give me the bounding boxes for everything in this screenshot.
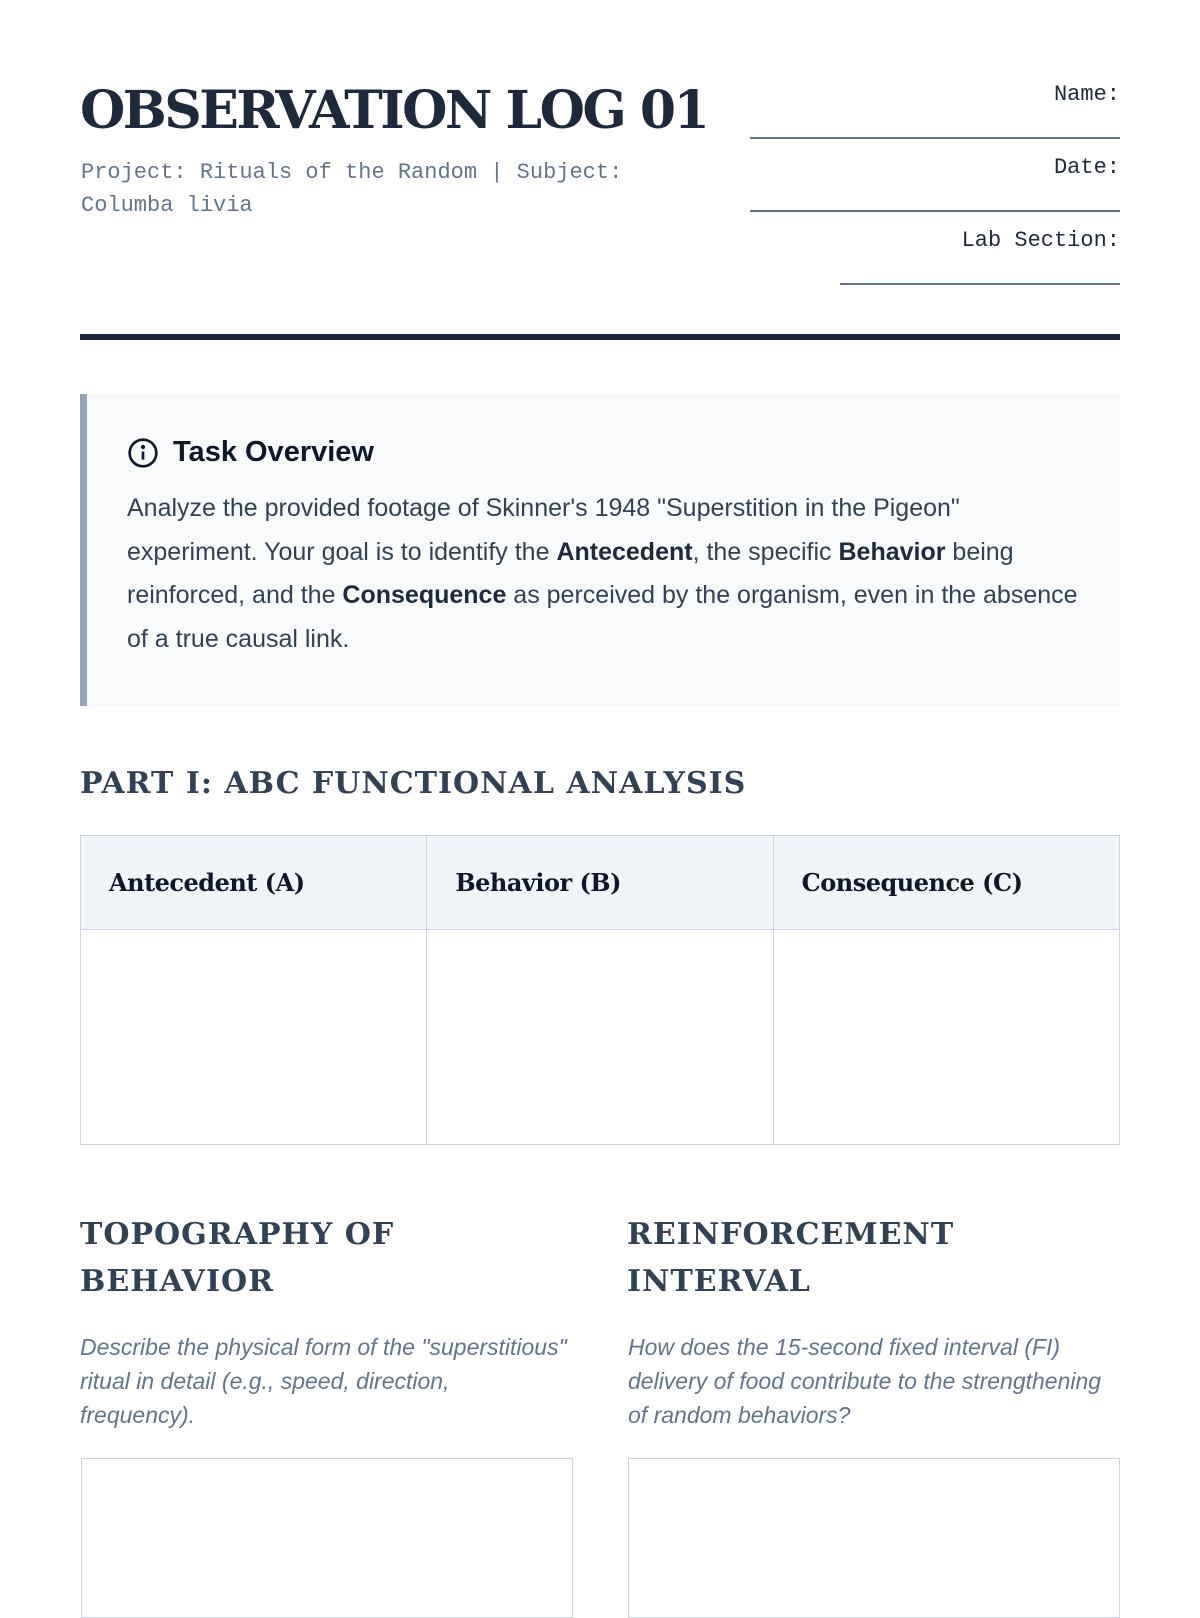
lab-section-field[interactable] xyxy=(740,228,1120,301)
text-segment: being reinforced, and the xyxy=(127,537,1014,609)
consequence-cell[interactable] xyxy=(773,930,1119,1145)
topography-answer-box[interactable] xyxy=(81,1458,573,1618)
keyword-antecedent: Antecedent xyxy=(556,537,693,566)
topography-heading: TOPOGRAPHY OF BEHAVIOR xyxy=(80,1217,395,1299)
name-input-line[interactable] xyxy=(750,137,1120,139)
name-label: Name: xyxy=(1053,82,1120,107)
date-field[interactable] xyxy=(740,155,1120,228)
header-divider xyxy=(80,334,1120,340)
abc-analysis-table xyxy=(80,835,1120,1145)
task-overview-heading xyxy=(127,436,1080,469)
date-label: Date: xyxy=(1053,155,1120,180)
table-row xyxy=(81,930,1120,1145)
reinforcement-heading: REINFORCEMENT INTERVAL xyxy=(627,1217,955,1299)
text-segment: Analyze the provided footage of Skinner's 1948 "Superstition in the Pigeon" experiment. Your goal is to identify the xyxy=(127,494,960,566)
text-segment: , the specific xyxy=(692,537,839,566)
date-input-line[interactable] xyxy=(750,210,1120,212)
column-header-behavior: Behavior (B) xyxy=(427,836,773,930)
reinforcement-answer-box[interactable] xyxy=(628,1458,1120,1618)
keyword-consequence: Consequence xyxy=(342,581,507,609)
project-subtitle: Project: Rituals of the Random | Subject: Columba livia xyxy=(81,160,623,218)
student-info-fields xyxy=(740,82,1120,301)
behavior-cell[interactable] xyxy=(427,930,773,1145)
lab-section-input-line[interactable] xyxy=(840,283,1120,285)
antecedent-cell[interactable] xyxy=(81,930,427,1145)
name-field[interactable] xyxy=(740,82,1120,155)
task-overview-box xyxy=(80,394,1120,706)
topography-prompt: Describe the physical form of the "superstitious" ritual in detail (e.g., speed, direction, frequency). xyxy=(80,1334,567,1428)
column-header-consequence: Consequence (C) xyxy=(773,836,1119,930)
page-title: OBSERVATION LOG 01 xyxy=(80,80,708,141)
column-header-antecedent: Antecedent (A) xyxy=(81,836,427,930)
text-segment: as perceived by the organism, even in the absence of a true causal link. xyxy=(127,581,1078,653)
keyword-behavior: Behavior xyxy=(838,537,946,566)
reinforcement-prompt: How does the 15-second fixed interval (FI) delivery of food contribute to the strengthening of random behaviors? xyxy=(628,1334,1102,1428)
lab-section-label: Lab Section: xyxy=(961,228,1120,253)
info-circle-icon xyxy=(127,437,159,469)
task-overview-title: Task Overview xyxy=(173,436,374,468)
part1-heading: PART I: ABC FUNCTIONAL ANALYSIS xyxy=(80,766,747,801)
task-description xyxy=(127,487,1080,661)
